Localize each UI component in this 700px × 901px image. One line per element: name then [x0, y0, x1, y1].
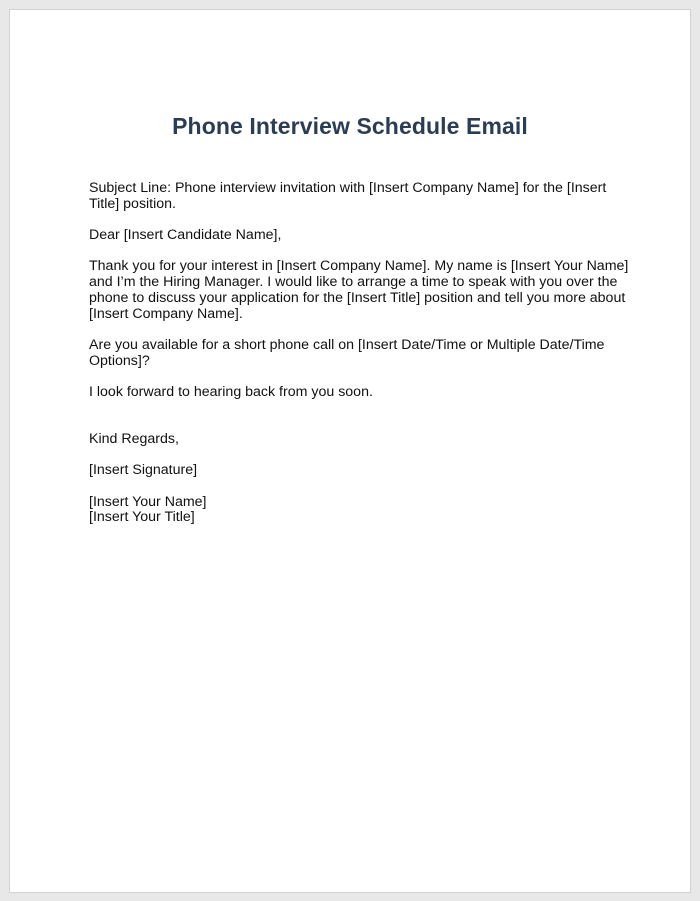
subject-line: Subject Line: Phone interview invitation with [Insert Company Name] for the [Insert Title] position. [89, 180, 607, 212]
document-title: Phone Interview Schedule Email [172, 113, 528, 139]
sender-title: [Insert Your Title] [89, 509, 195, 526]
paragraph-availability: Are you available for a short phone call on [Insert Date/Time or Multiple Date/Time Options]? [89, 337, 605, 369]
document-page [9, 9, 691, 893]
email-body [89, 181, 629, 526]
closing: Kind Regards, [89, 430, 179, 447]
sender-name: [Insert Your Name] [89, 493, 207, 510]
paragraph-followup: I look forward to hearing back from you soon. [89, 384, 373, 401]
signature: [Insert Signature] [89, 462, 198, 479]
greeting: Dear [Insert Candidate Name], [89, 227, 282, 244]
paragraph-intro: Thank you for your interest in [Insert Company Name]. My name is [Insert Your Name] and I’m the Hiring Manager. I would like to arrange a time to speak with you over the phone to discuss your application for the [Insert Title] position and tell you more about [Insert Company Name]. [89, 258, 629, 322]
